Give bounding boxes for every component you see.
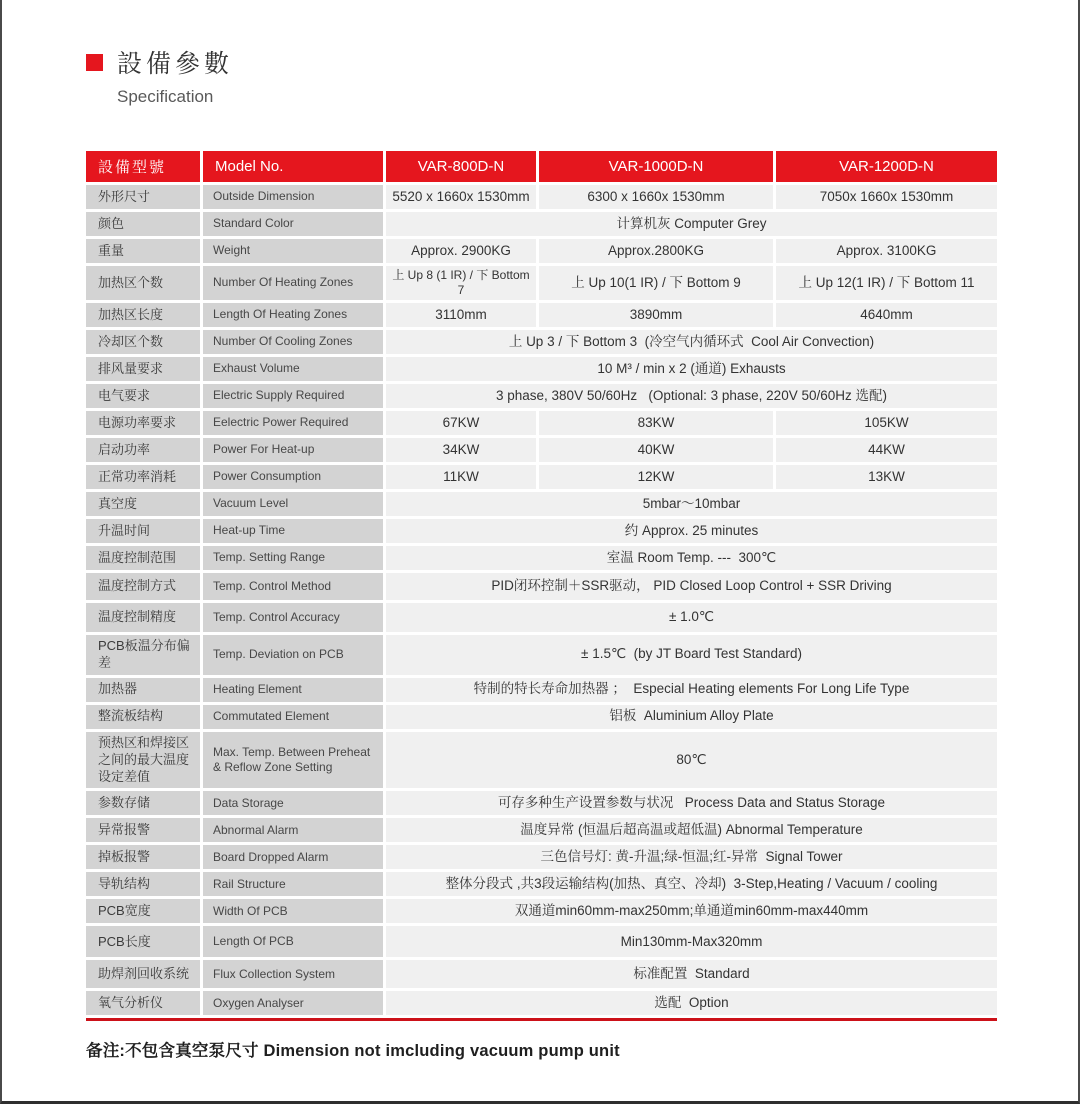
- row-label-cn: 加热区个数: [86, 266, 200, 300]
- row-value-model-2: 83KW: [539, 411, 773, 435]
- row-value-model-3: 上 Up 12(1 IR) / 下 Bottom 11: [776, 266, 997, 300]
- spec-table-row: [86, 438, 997, 462]
- row-value-model-3: Approx. 3100KG: [776, 239, 997, 263]
- row-value-merged: 双通道min60mm-max250mm;单通道min60mm-max440mm: [386, 899, 997, 923]
- spec-table-row: [86, 465, 997, 489]
- row-value-model-1: Approx. 2900KG: [386, 239, 536, 263]
- spec-table-row: [86, 357, 997, 381]
- spec-table-row: [86, 732, 997, 789]
- row-label-en: Length Of Heating Zones: [203, 303, 383, 327]
- row-value-merged: 可存多种生产设置参数与状况 Process Data and Status Storage: [386, 791, 997, 815]
- row-label-cn: 外形尺寸: [86, 185, 200, 209]
- row-value-merged: 特制的特长寿命加热器 ； Especial Heating elements For Long Life Type: [386, 678, 997, 702]
- row-label-cn: 电气要求: [86, 384, 200, 408]
- row-label-en: Power For Heat-up: [203, 438, 383, 462]
- row-label-en: Abnormal Alarm: [203, 818, 383, 842]
- row-label-en: Weight: [203, 239, 383, 263]
- row-label-cn: PCB宽度: [86, 899, 200, 923]
- page-content: [2, 0, 997, 1061]
- row-label-cn: 电源功率要求: [86, 411, 200, 435]
- row-label-cn: 重量: [86, 239, 200, 263]
- row-value-merged: 三色信号灯: 黄-升温;绿-恒温;红-异常 Signal Tower: [386, 845, 997, 869]
- row-label-en: Temp. Setting Range: [203, 546, 383, 570]
- row-value-model-1: 67KW: [386, 411, 536, 435]
- row-value-merged: ± 1.0℃: [386, 603, 997, 632]
- row-value-merged: 铝板 Aluminium Alloy Plate: [386, 705, 997, 729]
- row-value-model-3: 4640mm: [776, 303, 997, 327]
- spec-table-row: [86, 872, 997, 896]
- row-label-cn: 温度控制方式: [86, 573, 200, 600]
- row-label-cn: 加热器: [86, 678, 200, 702]
- page-title: 設備參數: [117, 50, 234, 78]
- spec-table-header-row: [86, 151, 997, 182]
- row-value-model-2: 3890mm: [539, 303, 773, 327]
- row-label-en: Standard Color: [203, 212, 383, 236]
- row-value-merged: 10 M³ / min x 2 (通道) Exhausts: [386, 357, 997, 381]
- row-value-model-2: Approx.2800KG: [539, 239, 773, 263]
- row-label-en: Electric Supply Required: [203, 384, 383, 408]
- row-value-model-1: 34KW: [386, 438, 536, 462]
- spec-table-row: [86, 845, 997, 869]
- row-label-en: Vacuum Level: [203, 492, 383, 516]
- row-value-merged: PID闭环控制＋SSR驱动， PID Closed Loop Control + SSR Driving: [386, 573, 997, 600]
- spec-table-body: [86, 185, 997, 1015]
- row-label-cn: 助焊剂回收系统: [86, 960, 200, 988]
- header-model-1: VAR-800D-N: [386, 151, 536, 182]
- row-value-model-3: 13KW: [776, 465, 997, 489]
- row-label-en: Temp. Control Method: [203, 573, 383, 600]
- header-label-cn: 設備型號: [86, 151, 200, 182]
- row-label-en: Data Storage: [203, 791, 383, 815]
- row-value-model-3: 44KW: [776, 438, 997, 462]
- row-label-en: Heat-up Time: [203, 519, 383, 543]
- row-label-cn: 加热区长度: [86, 303, 200, 327]
- row-label-cn: PCB长度: [86, 926, 200, 957]
- row-value-merged: ± 1.5℃ (by JT Board Test Standard): [386, 635, 997, 675]
- row-label-cn: 掉板报警: [86, 845, 200, 869]
- row-label-cn: PCB板温分布偏差: [86, 635, 200, 675]
- row-value-merged: 计算机灰 Computer Grey: [386, 212, 997, 236]
- row-value-model-2: 12KW: [539, 465, 773, 489]
- spec-table: [86, 151, 997, 1021]
- spec-table-row: [86, 603, 997, 632]
- row-label-cn: 冷却区个数: [86, 330, 200, 354]
- row-value-model-3: 105KW: [776, 411, 997, 435]
- page-subtitle: Specification: [117, 87, 214, 106]
- footnote: 备注:不包含真空泵尺寸 Dimension not imcluding vacuum pump unit: [86, 1042, 620, 1061]
- row-label-en: Length Of PCB: [203, 926, 383, 957]
- row-label-cn: 氧气分析仪: [86, 991, 200, 1015]
- row-value-merged: 选配 Option: [386, 991, 997, 1015]
- row-label-en: Outside Dimension: [203, 185, 383, 209]
- row-label-en: Width Of PCB: [203, 899, 383, 923]
- red-square-bullet-icon: [86, 54, 103, 71]
- spec-table-row: [86, 411, 997, 435]
- row-label-cn: 整流板结构: [86, 705, 200, 729]
- spec-table-row: [86, 705, 997, 729]
- row-value-model-3: 7050x 1660x 1530mm: [776, 185, 997, 209]
- row-value-merged: Min130mm-Max320mm: [386, 926, 997, 957]
- row-label-cn: 正常功率消耗: [86, 465, 200, 489]
- row-value-merged: 标准配置 Standard: [386, 960, 997, 988]
- row-value-model-1: 上 Up 8 (1 IR) / 下 Bottom 7: [386, 266, 536, 300]
- row-value-merged: 5mbar～10mbar: [386, 492, 997, 516]
- row-label-en: Rail Structure: [203, 872, 383, 896]
- row-value-merged: 上 Up 3 / 下 Bottom 3 (冷空气内循环式 Cool Air Convection): [386, 330, 997, 354]
- row-value-model-1: 3110mm: [386, 303, 536, 327]
- spec-table-row: [86, 991, 997, 1015]
- spec-table-row: [86, 635, 997, 675]
- spec-table-row: [86, 926, 997, 957]
- row-label-cn: 参数存储: [86, 791, 200, 815]
- row-label-cn: 预热区和焊接区之间的最大温度设定差值: [86, 732, 200, 789]
- row-label-en: Eelectric Power Required: [203, 411, 383, 435]
- spec-table-row: [86, 519, 997, 543]
- row-value-model-1: 11KW: [386, 465, 536, 489]
- row-label-cn: 启动功率: [86, 438, 200, 462]
- header-model-3: VAR-1200D-N: [776, 151, 997, 182]
- spec-table-row: [86, 266, 997, 300]
- spec-table-row: [86, 960, 997, 988]
- row-label-en: Board Dropped Alarm: [203, 845, 383, 869]
- row-label-en: Power Consumption: [203, 465, 383, 489]
- spec-table-row: [86, 303, 997, 327]
- row-label-cn: 真空度: [86, 492, 200, 516]
- row-value-merged: 整体分段式 ,共3段运输结构(加热、真空、冷却) 3-Step,Heating / Vacuum / cooling: [386, 872, 997, 896]
- row-label-en: Temp. Deviation on PCB: [203, 635, 383, 675]
- spec-table-row: [86, 678, 997, 702]
- row-label-cn: 颜色: [86, 212, 200, 236]
- row-label-en: Number Of Heating Zones: [203, 266, 383, 300]
- row-value-merged: 80℃: [386, 732, 997, 789]
- spec-table-row: [86, 492, 997, 516]
- spec-table-row: [86, 185, 997, 209]
- row-value-merged: 约 Approx. 25 minutes: [386, 519, 997, 543]
- row-value-model-2: 上 Up 10(1 IR) / 下 Bottom 9: [539, 266, 773, 300]
- spec-table-row: [86, 212, 997, 236]
- row-value-model-2: 6300 x 1660x 1530mm: [539, 185, 773, 209]
- table-bottom-rule: [86, 1018, 997, 1021]
- row-label-en: Exhaust Volume: [203, 357, 383, 381]
- spec-table-row: [86, 818, 997, 842]
- row-label-en: Flux Collection System: [203, 960, 383, 988]
- row-label-en: Number Of Cooling Zones: [203, 330, 383, 354]
- header-label-en: Model No.: [203, 151, 383, 182]
- row-label-en: Max. Temp. Between Preheat & Reflow Zone Setting: [203, 732, 383, 789]
- row-value-merged: 3 phase, 380V 50/60Hz (Optional: 3 phase, 220V 50/60Hz 选配): [386, 384, 997, 408]
- spec-table-row: [86, 546, 997, 570]
- row-label-en: Commutated Element: [203, 705, 383, 729]
- row-label-en: Oxygen Analyser: [203, 991, 383, 1015]
- row-label-cn: 温度控制精度: [86, 603, 200, 632]
- row-label-cn: 导轨结构: [86, 872, 200, 896]
- spec-table-row: [86, 239, 997, 263]
- row-value-merged: 温度异常 (恒温后超高温或超低温) Abnormal Temperature: [386, 818, 997, 842]
- row-label-en: Heating Element: [203, 678, 383, 702]
- row-label-en: Temp. Control Accuracy: [203, 603, 383, 632]
- row-label-cn: 温度控制范围: [86, 546, 200, 570]
- row-value-model-1: 5520 x 1660x 1530mm: [386, 185, 536, 209]
- row-label-cn: 升温时间: [86, 519, 200, 543]
- spec-table-row: [86, 791, 997, 815]
- row-value-model-2: 40KW: [539, 438, 773, 462]
- spec-table-row: [86, 899, 997, 923]
- row-value-merged: 室温 Room Temp. --- 300℃: [386, 546, 997, 570]
- spec-table-row: [86, 384, 997, 408]
- row-label-cn: 排风量要求: [86, 357, 200, 381]
- row-label-cn: 异常报警: [86, 818, 200, 842]
- page-title-row: [86, 44, 997, 80]
- header-model-2: VAR-1000D-N: [539, 151, 773, 182]
- spec-table-row: [86, 573, 997, 600]
- spec-table-row: [86, 330, 997, 354]
